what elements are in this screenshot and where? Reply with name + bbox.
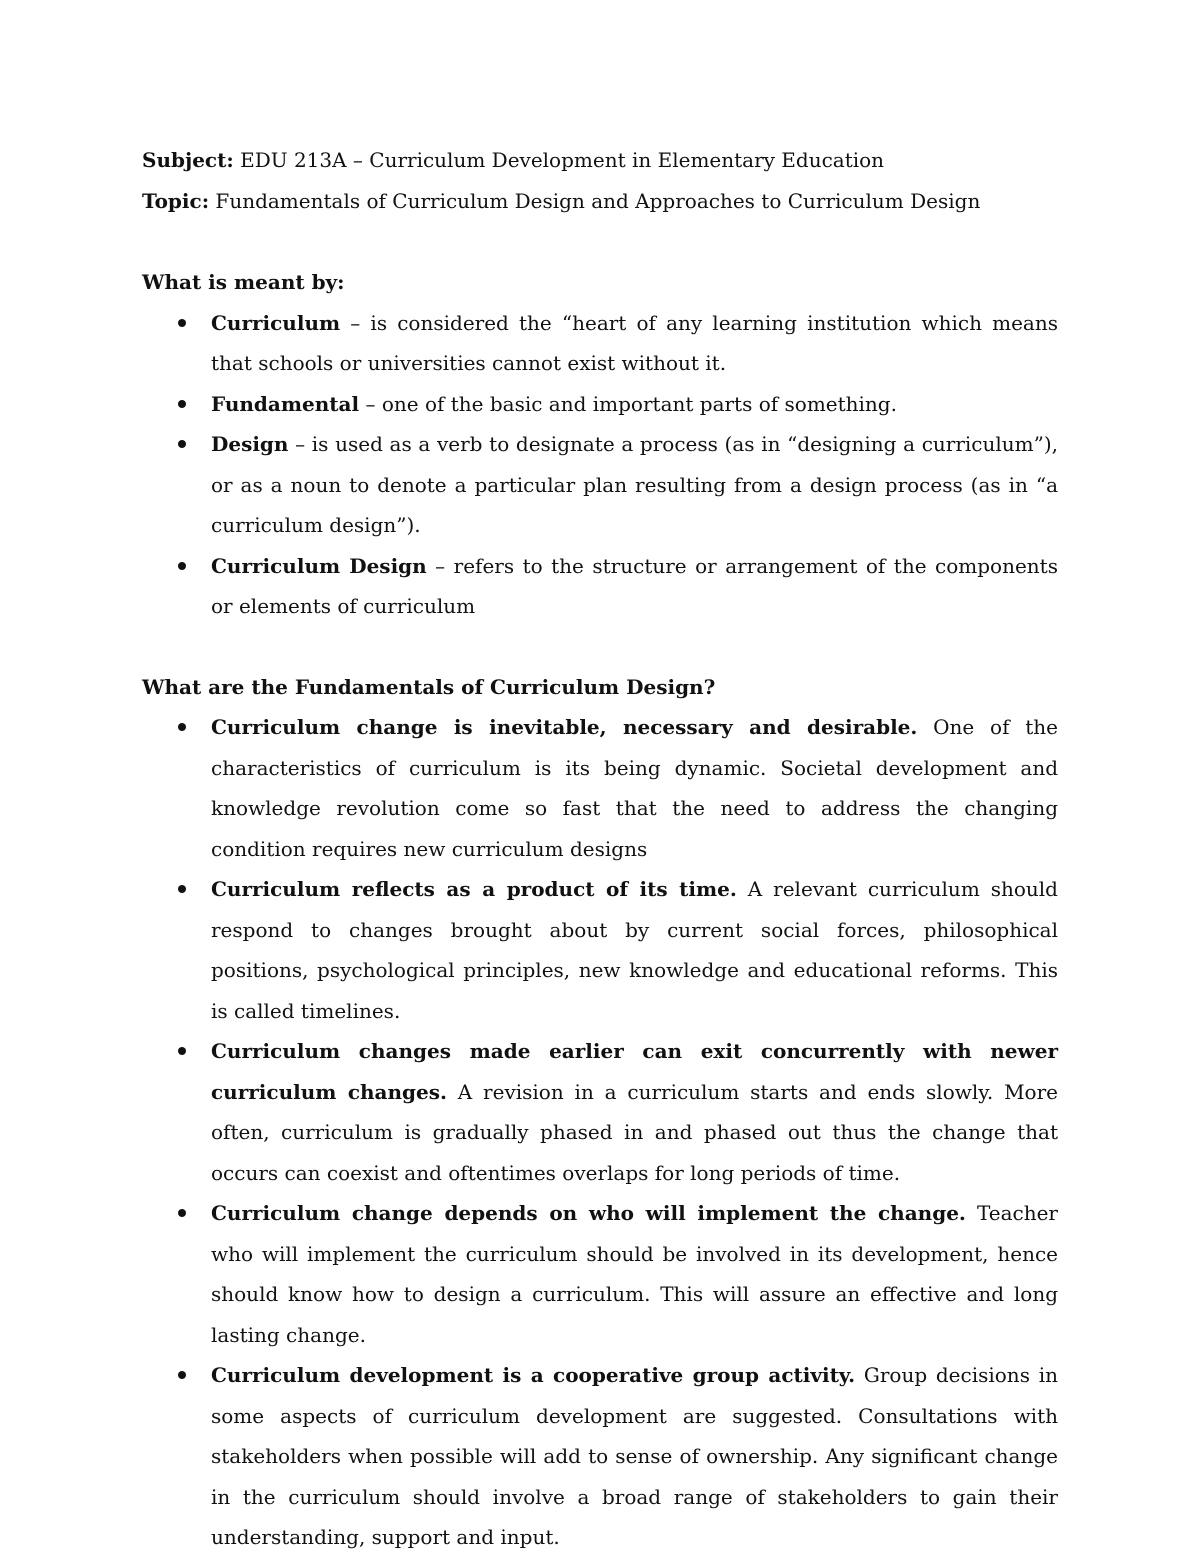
fundamentals-list [142,707,1058,1558]
bullet-icon [178,1209,186,1217]
list-item [142,869,1058,1031]
definition-term: Design [211,432,289,456]
list-item [142,424,1058,546]
bullet-icon [178,885,186,893]
definition-text: – refers to the structure or arrangement of the components or elements of curriculum [211,553,1058,618]
spacer [142,221,1058,262]
fundamental-text: A relevant curriculum should respond to changes brought about by current social forces, philosophical positions, psychological principles, new knowledge and educational reforms. This is called timelines. [211,877,1058,1023]
list-item [142,546,1058,627]
list-item [142,1355,1058,1558]
bullet-icon [178,440,186,448]
list-item [142,384,1058,425]
document-page [142,140,1058,1558]
spacer [142,627,1058,667]
list-item [142,303,1058,384]
bullet-icon [178,723,186,731]
definition-text: – is considered the “heart of any learning institution which means that schools or universities cannot exist without it. [211,310,1058,375]
list-item [142,707,1058,869]
fundamental-term: Curriculum development is a cooperative group activity. [211,1363,856,1387]
fundamental-text: One of the characteristics of curriculum is its being dynamic. Societal development and knowledge revolution come so fast that the need to address the changing condition requires new curriculum designs [211,715,1058,861]
fundamental-text: Group decisions in some aspects of curriculum development are suggested. Consultations with stakeholders when possible will add to sense of ownership. Any significant change in the curriculum should involve a broad range of stakeholders to gain their understanding, support and input. [211,1363,1058,1549]
fundamental-term: Curriculum change depends on who will implement the change. [211,1201,966,1225]
definition-term: Curriculum [211,310,341,335]
bullet-icon [178,1047,186,1055]
list-item [142,1193,1058,1355]
bullet-icon [178,562,186,570]
fundamental-text: Teacher who will implement the curriculum should be involved in its development, hence should know how to design a curriculum. This will assure an effective and long lasting change. [211,1201,1058,1347]
topic-value: Fundamentals of Curriculum Design and Approaches to Curriculum Design [209,188,981,213]
definitions-heading: What is meant by: [142,270,345,294]
subject-value: EDU 213A – Curriculum Development in Elementary Education [233,148,885,172]
fundamental-term: Curriculum change is inevitable, necessary and desirable. [211,715,918,739]
topic-line [142,181,1058,222]
definitions-list [142,303,1058,627]
subject-label: Subject: [142,148,234,172]
fundamental-text: A revision in a curriculum starts and ends slowly. More often, curriculum is gradually phased in and phased out thus the change that occurs can coexist and oftentimes overlaps for long periods of time. [211,1079,1058,1185]
fundamental-term: Curriculum changes made earlier can exit concurrently with newer curriculum changes. [211,1039,1058,1104]
definition-term: Curriculum Design [211,553,427,578]
fundamental-term: Curriculum reflects as a product of its time. [211,877,737,901]
definition-text: – is used as a verb to designate a process (as in “designing a curriculum”), or as a noun to denote a particular plan resulting from a design process (as in “a curriculum design”). [211,432,1058,537]
definition-term: Fundamental [211,391,360,416]
definition-text: – one of the basic and important parts of something. [359,391,897,416]
bullet-icon [178,319,186,327]
topic-label: Topic: [142,188,210,213]
bullet-icon [178,400,186,408]
bullet-icon [178,1371,186,1379]
fundamentals-heading: What are the Fundamentals of Curriculum Design? [142,674,716,699]
subject-line [142,140,1058,181]
list-item [142,1031,1058,1193]
